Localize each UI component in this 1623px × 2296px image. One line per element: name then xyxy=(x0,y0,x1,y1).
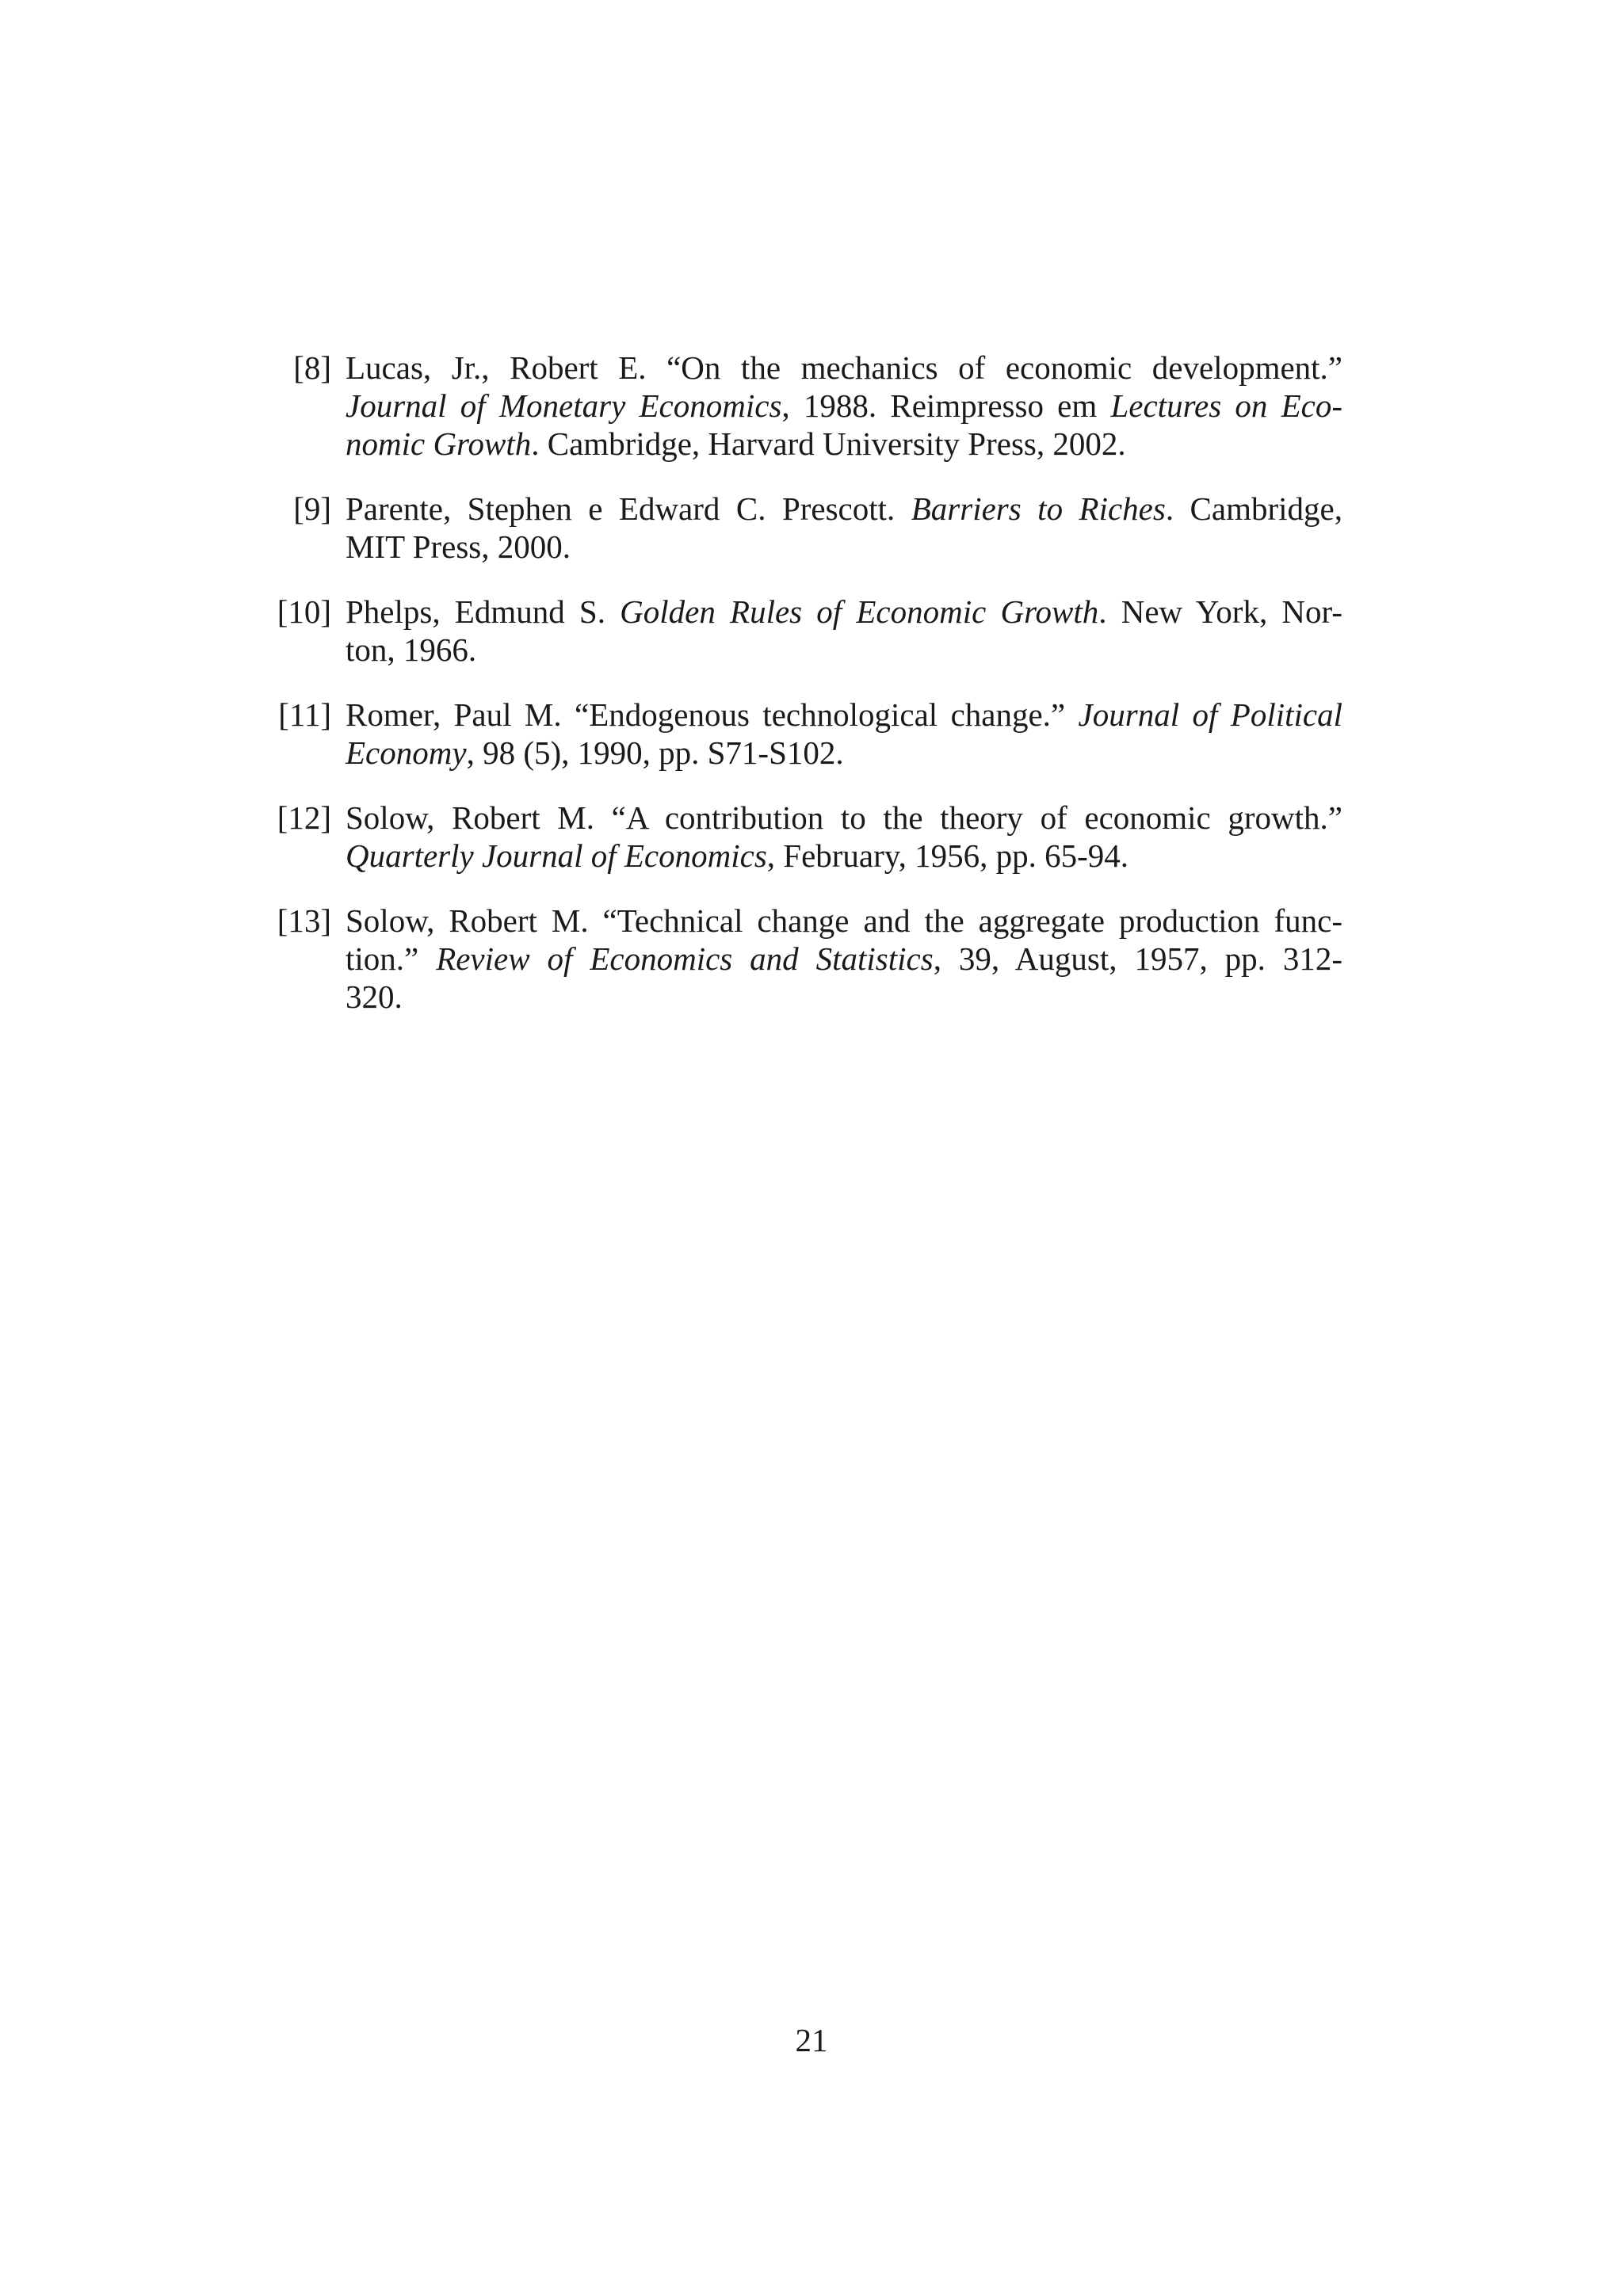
reference-label: [13] xyxy=(277,902,331,939)
reference-line xyxy=(346,528,1342,566)
reference-text xyxy=(346,490,1342,566)
reference-line xyxy=(346,349,1342,387)
reference-line xyxy=(346,387,1342,425)
reference-label: [9] xyxy=(293,490,331,527)
reference-plain-text: Parente, Stephen e Edward C. Prescott. xyxy=(346,490,911,527)
reference-italic-text: Barriers to Riches xyxy=(911,490,1166,527)
reference-line xyxy=(346,696,1342,734)
reference-text xyxy=(346,902,1342,1016)
reference-line xyxy=(346,940,1342,978)
reference-line xyxy=(346,490,1342,528)
reference-entry xyxy=(0,349,1623,463)
reference-text xyxy=(346,349,1342,463)
reference-plain-text: Lucas, Jr., Robert E. “On the mechanics of economic development.” xyxy=(346,349,1342,386)
reference-italic-text: nomic Growth xyxy=(346,425,532,462)
reference-plain-text: ton, 1966. xyxy=(346,631,477,668)
reference-plain-text: . New York, Nor- xyxy=(1098,593,1342,630)
reference-plain-text: . Cambridge, xyxy=(1165,490,1342,527)
reference-plain-text: MIT Press, 2000. xyxy=(346,528,571,565)
reference-line xyxy=(346,631,1342,669)
reference-text xyxy=(346,696,1342,772)
reference-plain-text: 320. xyxy=(346,978,403,1015)
reference-plain-text: , 98 (5), 1990, pp. S71-S102. xyxy=(466,734,844,771)
reference-text xyxy=(346,593,1342,669)
reference-italic-text: Journal of Political xyxy=(1078,696,1342,733)
reference-entry xyxy=(0,696,1623,772)
reference-plain-text: Romer, Paul M. “Endogenous technological change.” xyxy=(346,696,1079,733)
reference-italic-text: Economy xyxy=(346,734,467,771)
reference-plain-text: , 39, August, 1957, pp. 312- xyxy=(933,940,1342,977)
reference-entry xyxy=(0,593,1623,669)
reference-line xyxy=(346,978,1342,1016)
reference-line xyxy=(346,799,1342,837)
reference-italic-text: Lectures on Eco- xyxy=(1110,387,1343,424)
reference-plain-text: Solow, Robert M. “A contribution to the theory of economic growth.” xyxy=(346,799,1342,836)
reference-label: [11] xyxy=(278,696,331,733)
reference-line xyxy=(346,837,1342,875)
reference-plain-text: . Cambridge, Harvard University Press, 2002. xyxy=(531,425,1126,462)
reference-line xyxy=(346,734,1342,772)
reference-line xyxy=(346,425,1342,463)
reference-italic-text: Quarterly Journal of Economics xyxy=(346,837,767,874)
reference-plain-text: Phelps, Edmund S. xyxy=(346,593,621,630)
reference-plain-text: tion.” xyxy=(346,940,437,977)
reference-list xyxy=(0,349,1623,1043)
reference-label: [10] xyxy=(277,593,331,630)
reference-italic-text: Golden Rules of Economic Growth xyxy=(620,593,1099,630)
reference-plain-text: , February, 1956, pp. 65-94. xyxy=(766,837,1129,874)
reference-italic-text: Review of Economics and Statistics xyxy=(436,940,934,977)
reference-entry xyxy=(0,799,1623,875)
reference-italic-text: Journal of Monetary Economics xyxy=(346,387,782,424)
reference-label: [8] xyxy=(293,349,331,386)
reference-plain-text: , 1988. Reimpresso em xyxy=(781,387,1111,424)
reference-label: [12] xyxy=(277,799,331,836)
reference-entry xyxy=(0,902,1623,1016)
page-number: 21 xyxy=(795,2022,828,2058)
reference-line xyxy=(346,902,1342,940)
reference-plain-text: Solow, Robert M. “Technical change and the aggregate production func- xyxy=(346,902,1342,939)
reference-line xyxy=(346,593,1342,631)
reference-text xyxy=(346,799,1342,875)
reference-entry xyxy=(0,490,1623,566)
